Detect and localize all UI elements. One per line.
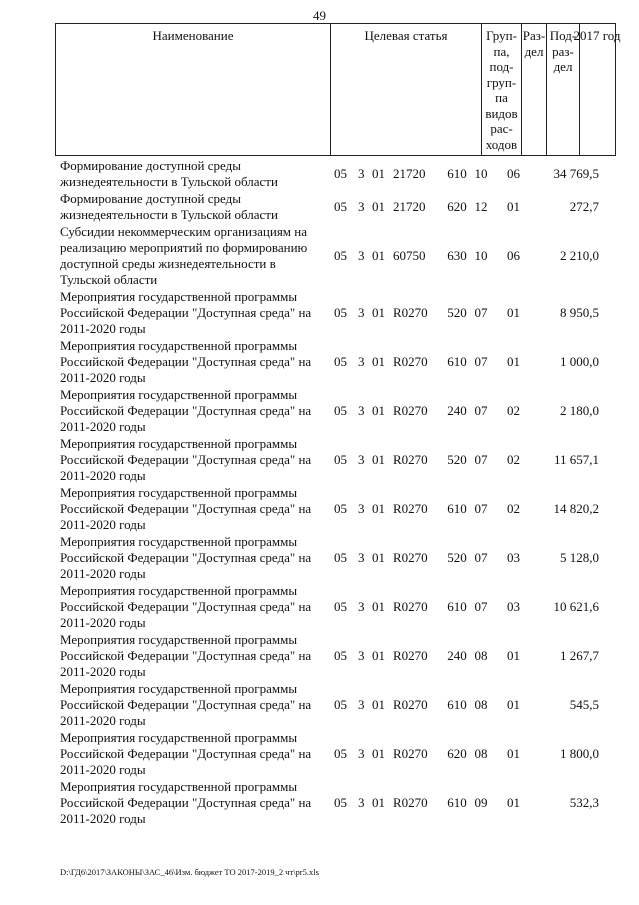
target-code-c3: 01 — [372, 697, 385, 712]
table-row — [60, 534, 616, 582]
row-name-line: 2011-2020 годы — [60, 811, 146, 826]
header-group-line: па — [495, 90, 508, 105]
table-row — [60, 191, 616, 223]
row-group: 620 — [447, 199, 467, 214]
row-name-line: Мероприятия государственной программы — [60, 632, 298, 647]
header-year-label: 2017 год — [573, 28, 621, 43]
row-name-line: Российской Федерации "Доступная среда" на — [60, 354, 312, 369]
row-name-line: Формирование доступной среды — [60, 191, 241, 206]
row-amount: 272,7 — [569, 199, 599, 214]
row-amount: 1 267,7 — [560, 648, 599, 663]
header-group-line: видов — [485, 105, 518, 121]
target-code-c4: R0270 — [393, 403, 428, 418]
target-code-c3: 01 — [372, 648, 385, 663]
row-name — [60, 191, 325, 223]
row-name-line: Мероприятия государственной программы — [60, 779, 298, 794]
row-name-line: Российской Федерации "Доступная среда" на — [60, 697, 312, 712]
table-row — [60, 158, 616, 190]
row-section: 08 — [474, 648, 488, 663]
target-code-c3: 01 — [372, 199, 385, 214]
row-name — [60, 583, 325, 631]
table-row — [60, 632, 616, 680]
row-name-line: Российской Федерации "Доступная среда" на — [60, 795, 312, 810]
header-name — [56, 24, 331, 155]
row-name-line: 2011-2020 годы — [60, 566, 146, 581]
row-name-line: 2011-2020 годы — [60, 419, 146, 434]
target-code-c1: 05 — [334, 248, 347, 263]
target-code-c2: 3 — [358, 599, 365, 614]
row-subsection: 02 — [507, 452, 520, 467]
target-code-c1: 05 — [334, 746, 347, 761]
row-group: 610 — [447, 354, 467, 369]
target-code-c4: R0270 — [393, 648, 428, 663]
row-subsection: 01 — [507, 648, 520, 663]
target-code-c4: R0270 — [393, 550, 428, 565]
row-name-line: Российской Федерации "Доступная среда" на — [60, 452, 312, 467]
header-section-line: Раз- — [522, 28, 546, 43]
target-code-c4: R0270 — [393, 795, 428, 810]
row-name — [60, 436, 325, 484]
header-subsection-line: Под- — [549, 28, 577, 43]
row-name-line: 2011-2020 годы — [60, 321, 146, 336]
header-section — [522, 24, 547, 155]
row-name-line: реализацию мероприятий по формированию — [60, 240, 308, 255]
row-name-line: 2011-2020 годы — [60, 615, 146, 630]
row-name-line: Мероприятия государственной программы — [60, 436, 298, 451]
target-code-c3: 01 — [372, 305, 385, 320]
target-code-c3: 01 — [372, 501, 385, 516]
table-row — [60, 779, 616, 827]
row-subsection: 03 — [507, 550, 520, 565]
row-section: 07 — [474, 550, 488, 565]
row-section: 10 — [474, 166, 488, 181]
target-code-c4: R0270 — [393, 354, 428, 369]
target-code-c1: 05 — [334, 697, 347, 712]
row-section: 08 — [474, 746, 488, 761]
target-code-c1: 05 — [334, 501, 347, 516]
target-code-c4: R0270 — [393, 452, 428, 467]
row-name-line: жизнедеятельности в Тульской области — [60, 207, 278, 222]
row-amount: 1 800,0 — [560, 746, 599, 761]
row-name-line: Мероприятия государственной программы — [60, 583, 298, 598]
row-amount: 10 621,6 — [553, 599, 599, 614]
row-amount: 2 180,0 — [560, 403, 599, 418]
header-target-label: Целевая статья — [364, 28, 448, 43]
row-group: 520 — [447, 452, 467, 467]
row-subsection: 01 — [507, 199, 520, 214]
header-group-line: груп- — [486, 74, 517, 90]
row-name-line: Российской Федерации "Доступная среда" на — [60, 550, 312, 565]
row-name — [60, 338, 325, 386]
target-code-c4: R0270 — [393, 697, 428, 712]
target-code-c2: 3 — [358, 795, 365, 810]
table-row — [60, 681, 616, 729]
row-name-line: Российской Федерации "Доступная среда" на — [60, 648, 312, 663]
target-code-c3: 01 — [372, 354, 385, 369]
row-name-line: Мероприятия государственной программы — [60, 338, 298, 353]
row-subsection: 01 — [507, 746, 520, 761]
target-code-c4: 21720 — [393, 166, 426, 181]
target-code-c1: 05 — [334, 403, 347, 418]
row-name — [60, 681, 325, 729]
target-code-c2: 3 — [358, 354, 365, 369]
target-code-c2: 3 — [358, 248, 365, 263]
header-group-line: Груп- — [486, 28, 517, 43]
row-amount: 1 000,0 — [560, 354, 599, 369]
target-code-c2: 3 — [358, 697, 365, 712]
row-name — [60, 534, 325, 582]
target-code-c1: 05 — [334, 648, 347, 663]
target-code-c2: 3 — [358, 550, 365, 565]
row-amount: 34 769,5 — [553, 166, 599, 181]
header-subsection-line: дел — [553, 59, 573, 74]
row-amount: 14 820,2 — [553, 501, 599, 516]
header-group-line: па, — [493, 43, 510, 59]
row-group: 520 — [447, 550, 467, 565]
table-row — [60, 289, 616, 337]
target-code-c2: 3 — [358, 166, 365, 181]
target-code-c3: 01 — [372, 452, 385, 467]
target-code-c1: 05 — [334, 452, 347, 467]
row-subsection: 02 — [507, 501, 520, 516]
target-code-c3: 01 — [372, 795, 385, 810]
row-amount: 545,5 — [569, 697, 599, 712]
target-code-c1: 05 — [334, 199, 347, 214]
row-name-line: Мероприятия государственной программы — [60, 387, 298, 402]
header-subsection-line: раз- — [552, 43, 574, 59]
row-group: 240 — [447, 403, 467, 418]
row-section: 07 — [474, 599, 488, 614]
row-name-line: Мероприятия государственной программы — [60, 681, 298, 696]
row-amount: 2 210,0 — [560, 248, 599, 263]
row-name — [60, 779, 325, 827]
row-amount: 11 657,1 — [553, 452, 599, 467]
target-code-c3: 01 — [372, 166, 385, 181]
row-group: 610 — [447, 795, 467, 810]
page-number: 49 — [313, 8, 326, 23]
row-name-line: Российской Федерации "Доступная среда" на — [60, 501, 312, 516]
header-group-line: ходов — [485, 136, 518, 152]
row-name-line: Мероприятия государственной программы — [60, 534, 298, 549]
row-name-line: 2011-2020 годы — [60, 762, 146, 777]
row-name-line: 2011-2020 годы — [60, 517, 146, 532]
table-header — [55, 23, 621, 156]
target-code-c1: 05 — [334, 354, 347, 369]
row-name-line: Российской Федерации "Доступная среда" на — [60, 746, 312, 761]
target-code-c4: R0270 — [393, 501, 428, 516]
row-subsection: 02 — [507, 403, 520, 418]
target-code-c3: 01 — [372, 746, 385, 761]
row-section: 07 — [474, 305, 488, 320]
target-code-c4: R0270 — [393, 599, 428, 614]
table-row — [60, 338, 616, 386]
header-year — [573, 24, 621, 155]
row-name — [60, 485, 325, 533]
target-code-c1: 05 — [334, 599, 347, 614]
target-code-c4: 21720 — [393, 199, 426, 214]
row-group: 610 — [447, 697, 467, 712]
header-group-line: рас- — [490, 121, 513, 136]
row-name-line: Субсидии некоммерческим организациям на — [60, 224, 307, 239]
target-code-c1: 05 — [334, 550, 347, 565]
row-name-line: Мероприятия государственной программы — [60, 730, 298, 745]
row-name-line: Мероприятия государственной программы — [60, 485, 298, 500]
table-row — [60, 436, 616, 484]
file-path-footer: D:\ГД6\2017\ЗАКОНЫ\ЗАС_46\Изм. бюджет ТО 2017-2019_2 чт\pr5.xls — [60, 867, 319, 877]
header-subsection — [547, 24, 580, 155]
header-target — [331, 24, 482, 155]
target-code-c1: 05 — [334, 305, 347, 320]
target-code-c2: 3 — [358, 305, 365, 320]
row-name-line: Российской Федерации "Доступная среда" на — [60, 305, 312, 320]
target-code-c1: 05 — [334, 795, 347, 810]
row-section: 12 — [474, 199, 488, 214]
row-name — [60, 730, 325, 778]
target-code-c2: 3 — [358, 199, 365, 214]
row-name — [60, 224, 325, 288]
header-section-line: дел — [524, 43, 544, 59]
target-code-c2: 3 — [358, 403, 365, 418]
row-group: 630 — [447, 248, 467, 263]
row-group: 610 — [447, 166, 467, 181]
header-group-line: под- — [489, 59, 514, 74]
row-name — [60, 158, 325, 190]
row-subsection: 01 — [507, 305, 520, 320]
header-name-label: Наименование — [152, 28, 234, 43]
row-section: 07 — [474, 354, 488, 369]
row-section: 07 — [474, 403, 488, 418]
target-code-c2: 3 — [358, 501, 365, 516]
row-name-line: Мероприятия государственной программы — [60, 289, 298, 304]
row-group: 610 — [447, 599, 467, 614]
target-code-c4: R0270 — [393, 305, 428, 320]
row-name-line: Российской Федерации "Доступная среда" на — [60, 403, 312, 418]
row-subsection: 01 — [507, 354, 520, 369]
row-subsection: 06 — [507, 248, 520, 263]
target-code-c3: 01 — [372, 550, 385, 565]
row-group: 610 — [447, 501, 467, 516]
target-code-c4: R0270 — [393, 746, 428, 761]
row-name-line: 2011-2020 годы — [60, 468, 146, 483]
row-name-line: Формирование доступной среды — [60, 158, 241, 173]
target-code-c1: 05 — [334, 166, 347, 181]
row-section: 07 — [474, 452, 488, 467]
row-name — [60, 387, 325, 435]
target-code-c2: 3 — [358, 452, 365, 467]
row-amount: 8 950,5 — [560, 305, 599, 320]
row-name-line: Российской Федерации "Доступная среда" на — [60, 599, 312, 614]
row-name — [60, 632, 325, 680]
row-section: 10 — [474, 248, 488, 263]
table-row — [60, 224, 616, 288]
row-name — [60, 289, 325, 337]
row-amount: 532,3 — [569, 795, 599, 810]
table-row — [60, 730, 616, 778]
header-group — [482, 24, 522, 155]
table-row — [60, 387, 616, 435]
row-section: 09 — [474, 795, 488, 810]
target-code-c2: 3 — [358, 648, 365, 663]
target-code-c2: 3 — [358, 746, 365, 761]
row-name-line: 2011-2020 годы — [60, 370, 146, 385]
row-name-line: 2011-2020 годы — [60, 664, 146, 679]
row-group: 520 — [447, 305, 467, 320]
row-section: 07 — [474, 501, 488, 516]
row-subsection: 01 — [507, 795, 520, 810]
row-subsection: 01 — [507, 697, 520, 712]
row-group: 240 — [447, 648, 467, 663]
row-name-line: жизнедеятельности в Тульской области — [60, 174, 278, 189]
row-name-line: 2011-2020 годы — [60, 713, 146, 728]
row-section: 08 — [474, 697, 488, 712]
target-code-c4: 60750 — [393, 248, 426, 263]
row-subsection: 03 — [507, 599, 520, 614]
row-name-line: доступной среды жизнедеятельности в — [60, 256, 276, 271]
row-subsection: 06 — [507, 166, 520, 181]
row-name-line: Тульской области — [60, 272, 158, 287]
row-amount: 5 128,0 — [560, 550, 599, 565]
target-code-c3: 01 — [372, 599, 385, 614]
target-code-c3: 01 — [372, 248, 385, 263]
row-group: 620 — [447, 746, 467, 761]
table-row — [60, 485, 616, 533]
table-row — [60, 583, 616, 631]
target-code-c3: 01 — [372, 403, 385, 418]
